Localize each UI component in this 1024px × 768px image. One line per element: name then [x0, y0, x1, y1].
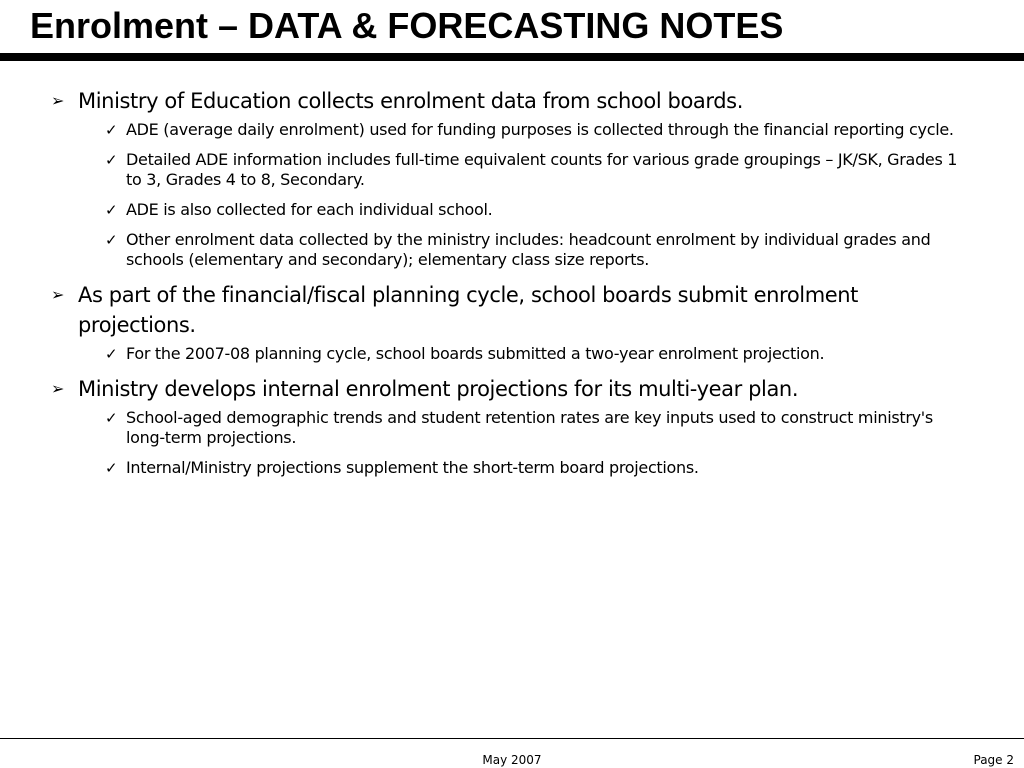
bullet-section [50, 374, 970, 478]
sub-bullet-text: ADE (average daily enrolment) used for funding purposes is collected through the financial reporting cycle. [126, 120, 954, 139]
bullet-section [50, 280, 970, 364]
sub-bullet-text: ADE is also collected for each individual school. [126, 200, 493, 219]
page-number: Page 2 [973, 753, 1014, 767]
sub-bullet-text: School-aged demographic trends and student retention rates are key inputs used to construct ministry's long-term projections. [126, 408, 933, 447]
footer-date: May 2007 [482, 753, 542, 767]
title-underline [0, 53, 1024, 61]
checkmark-icon: ✓ [105, 231, 118, 249]
sub-bullet-list [105, 408, 970, 478]
bullet-text: Ministry of Education collects enrolment data from school boards. [78, 89, 743, 113]
sub-bullet-list [105, 344, 970, 364]
sub-bullet-item [105, 408, 970, 448]
checkmark-icon: ✓ [105, 459, 118, 477]
checkmark-icon: ✓ [105, 409, 118, 427]
slide-content [50, 86, 970, 488]
bullet-item [50, 374, 970, 404]
sub-bullet-text: Detailed ADE information includes full-time equivalent counts for various grade groupings – JK/SK, Grades 1 to 3, Grades 4 to 8, Secondary. [126, 150, 958, 189]
sub-bullet-item [105, 150, 970, 190]
sub-bullet-text: Other enrolment data collected by the ministry includes: headcount enrolment by individual grades and schools (elementary and secondary); elementary class size reports. [126, 230, 931, 269]
arrowhead-bullet-icon: ➢ [51, 91, 65, 110]
checkmark-icon: ✓ [105, 151, 118, 169]
bullet-text: Ministry develops internal enrolment projections for its multi-year plan. [78, 377, 799, 401]
sub-bullet-text: Internal/Ministry projections supplement the short-term board projections. [126, 458, 699, 477]
checkmark-icon: ✓ [105, 121, 118, 139]
checkmark-icon: ✓ [105, 201, 118, 219]
sub-bullet-item [105, 344, 970, 364]
sub-bullet-text: For the 2007-08 planning cycle, school boards submitted a two-year enrolment projection. [126, 344, 825, 363]
arrowhead-bullet-icon: ➢ [51, 379, 65, 398]
sub-bullet-item [105, 120, 970, 140]
arrowhead-bullet-icon: ➢ [51, 285, 65, 304]
sub-bullet-item [105, 230, 970, 270]
slide-title: Enrolment – DATA & FORECASTING NOTES [30, 5, 784, 46]
bullet-item [50, 86, 970, 116]
bullet-text: As part of the financial/fiscal planning cycle, school boards submit enrolment projections. [78, 283, 859, 337]
footer-divider [0, 738, 1024, 739]
sub-bullet-item [105, 458, 970, 478]
sub-bullet-list [105, 120, 970, 270]
sub-bullet-item [105, 200, 970, 220]
bullet-item [50, 280, 970, 340]
bullet-section [50, 86, 970, 270]
checkmark-icon: ✓ [105, 345, 118, 363]
